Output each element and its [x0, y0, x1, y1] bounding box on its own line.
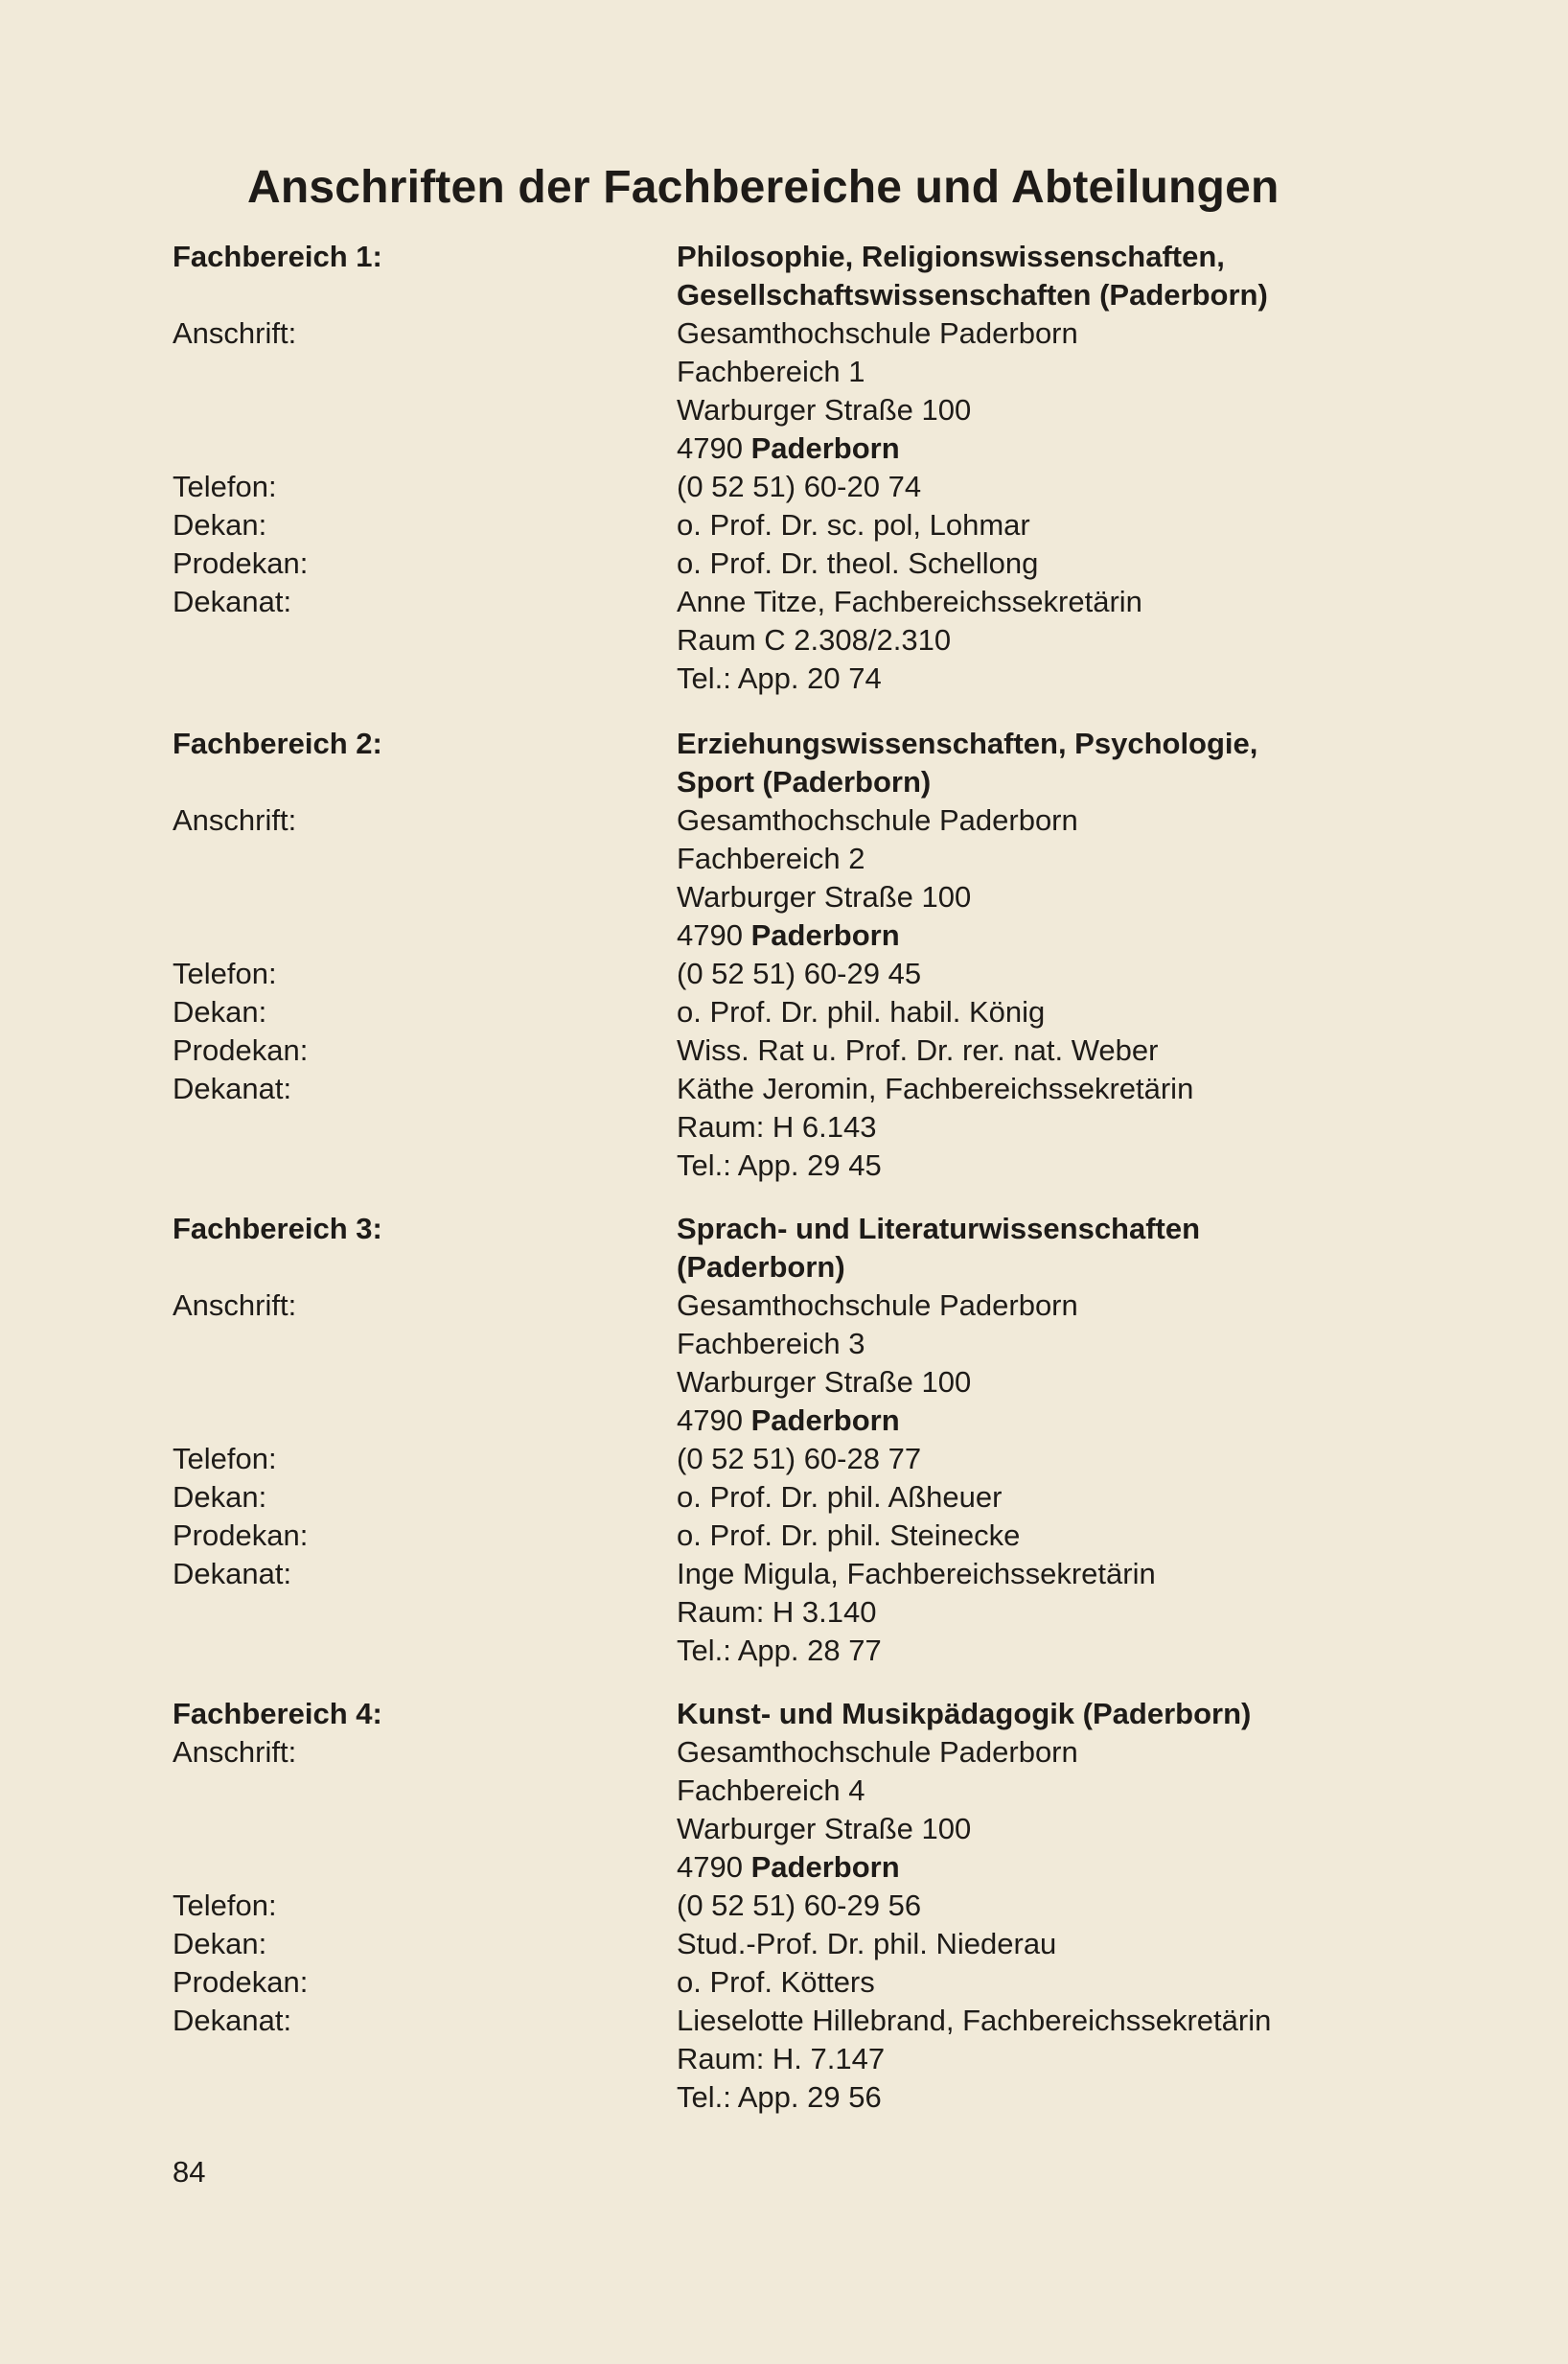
address-line: Fachbereich 2 [677, 842, 865, 875]
postal-code: 4790 [677, 1850, 743, 1884]
dekanat-label: Dekanat: [173, 2004, 292, 2037]
prodekan-value: o. Prof. Dr. phil. Steinecke [677, 1518, 1021, 1552]
section-name-line: Sport (Paderborn) [677, 765, 932, 799]
dekan-label: Dekan: [173, 995, 267, 1029]
section-heading: Fachbereich 2: [173, 727, 382, 760]
city: Paderborn [750, 1403, 900, 1437]
dekanat-value: Anne Titze, Fachbereichssekretärin [677, 585, 1142, 618]
telefon-value: (0 52 51) 60-20 74 [677, 470, 922, 503]
telefon-label: Telefon: [173, 470, 277, 503]
address-line: Fachbereich 3 [677, 1327, 865, 1360]
postal-code: 4790 [677, 918, 743, 952]
anschrift-label: Anschrift: [173, 1735, 297, 1769]
raum-value: Raum C 2.308/2.310 [677, 623, 952, 657]
section-heading: Fachbereich 4: [173, 1697, 382, 1730]
address-line: Warburger Straße 100 [677, 1812, 972, 1845]
address-line: Warburger Straße 100 [677, 393, 972, 427]
tel-value: Tel.: App. 29 56 [677, 2080, 882, 2114]
city: Paderborn [750, 1850, 900, 1884]
prodekan-value: o. Prof. Kötters [677, 1965, 875, 1999]
prodekan-label: Prodekan: [173, 546, 309, 580]
address-line: Gesamthochschule Paderborn [677, 1735, 1078, 1769]
address-line: Gesamthochschule Paderborn [677, 1288, 1078, 1322]
section-name-line: Erziehungswissenschaften, Psychologie, [677, 727, 1258, 760]
raum-value: Raum: H 6.143 [677, 1110, 877, 1144]
address-line: Fachbereich 1 [677, 355, 865, 388]
postal-city [677, 916, 900, 955]
dekan-label: Dekan: [173, 508, 267, 542]
page-title: Anschriften der Fachbereiche und Abteilungen [247, 162, 1280, 213]
address-line: Warburger Straße 100 [677, 1365, 972, 1399]
anschrift-label: Anschrift: [173, 803, 297, 837]
raum-value: Raum: H. 7.147 [677, 2042, 886, 2075]
postal-city [677, 1848, 900, 1887]
dekanat-value: Inge Migula, Fachbereichssekretärin [677, 1557, 1156, 1590]
telefon-label: Telefon: [173, 1442, 277, 1475]
prodekan-value: o. Prof. Dr. theol. Schellong [677, 546, 1039, 580]
dekan-label: Dekan: [173, 1480, 267, 1514]
tel-value: Tel.: App. 20 74 [677, 661, 882, 695]
dekan-value: o. Prof. Dr. phil. habil. König [677, 995, 1046, 1029]
dekanat-label: Dekanat: [173, 1557, 292, 1590]
prodekan-value: Wiss. Rat u. Prof. Dr. rer. nat. Weber [677, 1033, 1159, 1067]
telefon-value: (0 52 51) 60-28 77 [677, 1442, 922, 1475]
prodekan-label: Prodekan: [173, 1518, 309, 1552]
city: Paderborn [750, 918, 900, 952]
address-line: Gesamthochschule Paderborn [677, 316, 1078, 350]
prodekan-label: Prodekan: [173, 1965, 309, 1999]
anschrift-label: Anschrift: [173, 1288, 297, 1322]
dekan-value: o. Prof. Dr. phil. Aßheuer [677, 1480, 1003, 1514]
dekanat-label: Dekanat: [173, 585, 292, 618]
dekan-value: o. Prof. Dr. sc. pol, Lohmar [677, 508, 1030, 542]
section-name-line: Philosophie, Religionswissenschaften, [677, 240, 1225, 273]
telefon-label: Telefon: [173, 1889, 277, 1922]
dekanat-value: Käthe Jeromin, Fachbereichssekretärin [677, 1072, 1194, 1105]
telefon-value: (0 52 51) 60-29 45 [677, 957, 922, 990]
section-name-line: (Paderborn) [677, 1250, 845, 1284]
postal-code: 4790 [677, 1403, 743, 1437]
dekan-value: Stud.-Prof. Dr. phil. Niederau [677, 1927, 1057, 1960]
address-line: Warburger Straße 100 [677, 880, 972, 914]
postal-code: 4790 [677, 431, 743, 465]
raum-value: Raum: H 3.140 [677, 1595, 877, 1629]
postal-city [677, 429, 900, 468]
telefon-value: (0 52 51) 60-29 56 [677, 1889, 922, 1922]
section-heading: Fachbereich 3: [173, 1212, 382, 1245]
postal-city [677, 1402, 900, 1440]
prodekan-label: Prodekan: [173, 1033, 309, 1067]
tel-value: Tel.: App. 28 77 [677, 1634, 882, 1667]
telefon-label: Telefon: [173, 957, 277, 990]
address-line: Gesamthochschule Paderborn [677, 803, 1078, 837]
section-name-line: Gesellschaftswissenschaften (Paderborn) [677, 278, 1268, 312]
anschrift-label: Anschrift: [173, 316, 297, 350]
address-line: Fachbereich 4 [677, 1773, 865, 1807]
section-name-line: Kunst- und Musikpädagogik (Paderborn) [677, 1697, 1252, 1730]
section-name-line: Sprach- und Literaturwissenschaften [677, 1212, 1201, 1245]
section-heading: Fachbereich 1: [173, 240, 382, 273]
dekanat-label: Dekanat: [173, 1072, 292, 1105]
tel-value: Tel.: App. 29 45 [677, 1148, 882, 1182]
page-number: 84 [173, 2155, 206, 2189]
city: Paderborn [750, 431, 900, 465]
dekanat-value: Lieselotte Hillebrand, Fachbereichssekretärin [677, 2004, 1272, 2037]
dekan-label: Dekan: [173, 1927, 267, 1960]
